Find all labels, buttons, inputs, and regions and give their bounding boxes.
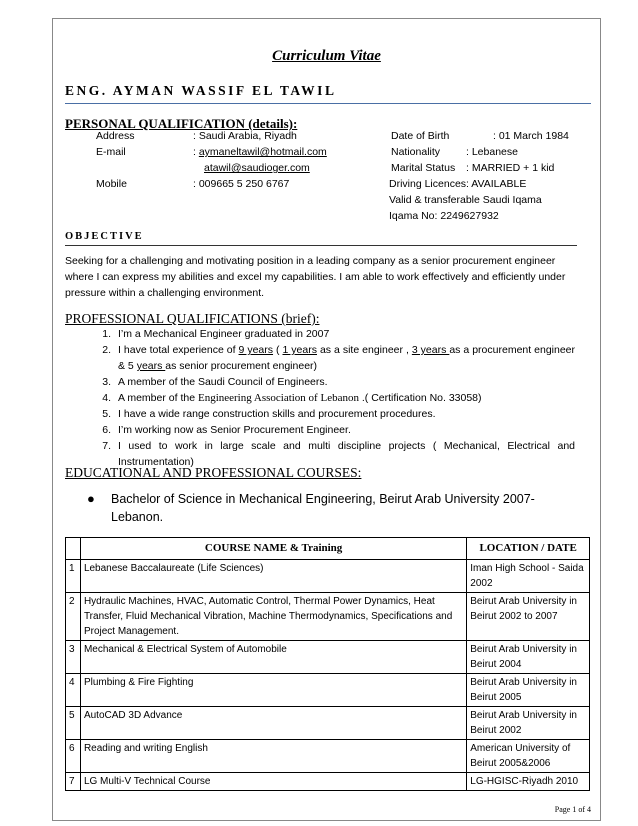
personal-heading: PERSONAL QUALIFICATION (details):: [65, 116, 298, 131]
objective-text: Seeking for a challenging and motivating position in a leading company as a senior procurement engineer where I can express my abilities and excel my capabilities. I am able to work effectively and efficiently under pressure within a challenging environment.: [65, 255, 566, 299]
iqama-validity: Valid & transferable Saudi Iqama: [389, 194, 542, 206]
dob-value: : 01 March 1984: [493, 130, 569, 142]
document-title: Curriculum Vitae: [272, 48, 381, 64]
table-row: 1 Lebanese Baccalaureate (Life Sciences) Iman High School - Saida 2002: [66, 560, 590, 593]
table-row: 4 Plumbing & Fire Fighting Beirut Arab University in Beirut 2005: [66, 674, 590, 707]
list-item: 1. I’m a Mechanical Engineer graduated in 2007: [102, 328, 330, 340]
courses-table: [65, 537, 590, 791]
marital-label: Marital Status: [391, 162, 456, 174]
nationality-label: Nationality: [391, 146, 441, 158]
iqama-number: Iqama No: 2249627932: [389, 210, 499, 222]
table-row: 3 Mechanical & Electrical System of Automobile Beirut Arab University in Beirut 2004: [66, 641, 590, 674]
name-divider: [65, 103, 591, 104]
degree-text: Bachelor of Science in Mechanical Engineering, Beirut Arab University 2007-Lebanon.: [111, 492, 535, 524]
table-row: 7 LG Multi-V Technical Course LG-HGISC-Riyadh 2010: [66, 773, 590, 791]
nationality-value: : Lebanese: [466, 146, 518, 158]
email-link-secondary[interactable]: atawil@saudioger.com: [204, 162, 310, 174]
list-item: 4. A member of the Engineering Association of Lebanon .( Certification No. 33058): [102, 392, 482, 404]
table-row: 5 AutoCAD 3D Advance Beirut Arab University in Beirut 2002: [66, 707, 590, 740]
driving-licence: Driving Licences: AVAILABLE: [389, 178, 527, 190]
col-location-header: LOCATION / DATE: [467, 538, 590, 560]
email-separator: :: [193, 146, 199, 158]
bullet-icon: ●: [87, 491, 95, 506]
professional-list: [77, 326, 575, 470]
list-item: 2. I have total experience of 9 years ( 1 years as a site engineer , 3 years as a procurement engineer & 5 years as senior procurement engineer): [102, 344, 576, 372]
professional-heading: PROFESSIONAL QUALIFICATIONS (brief):: [65, 311, 320, 326]
list-item: 6. I’m working now as Senior Procurement Engineer.: [102, 424, 351, 436]
page-number: Page 1 of 4: [554, 805, 591, 814]
col-course-header: COURSE NAME & Training: [80, 538, 466, 560]
marital-value: : MARRIED + 1 kid: [466, 162, 555, 174]
document-page: [52, 18, 601, 821]
list-item: 3. A member of the Saudi Council of Engineers.: [102, 376, 328, 388]
table-header-row: [66, 538, 590, 560]
mobile-value: : 009665 5 250 6767: [193, 178, 290, 190]
candidate-name: ENG. AYMAN WASSIF EL TAWIL: [65, 83, 337, 98]
degree-bullet: [87, 490, 547, 526]
table-row: 2 Hydraulic Machines, HVAC, Automatic Control, Thermal Power Dynamics, Heat Transfer, Fluid Mechanical Vibration, Machine Thermodynamics, Specifications and Project Management. Beirut Arab University in Beirut 2002 to 2007: [66, 593, 590, 641]
email-label: E-mail: [96, 146, 126, 158]
table-row: 6 Reading and writing English American University of Beirut 2005&2006: [66, 740, 590, 773]
objective-heading: OBJECTIVE: [65, 231, 144, 242]
objective-divider: [65, 245, 577, 246]
list-item: 7. I used to work in large scale and multi discipline projects ( Mechanical, Electrical and Instrumentation): [102, 440, 575, 468]
email-link-primary[interactable]: aymaneltawil@hotmail.com: [198, 146, 327, 158]
email-row: [193, 144, 327, 160]
address-label: Address: [96, 130, 135, 142]
education-heading: EDUCATIONAL AND PROFESSIONAL COURSES:: [65, 465, 362, 480]
dob-label: Date of Birth: [391, 130, 450, 142]
list-item: 5. I have a wide range construction skills and procurement procedures.: [102, 408, 436, 420]
col-number-header: [66, 538, 81, 560]
address-value: : Saudi Arabia, Riyadh: [193, 130, 297, 142]
mobile-label: Mobile: [96, 178, 127, 190]
